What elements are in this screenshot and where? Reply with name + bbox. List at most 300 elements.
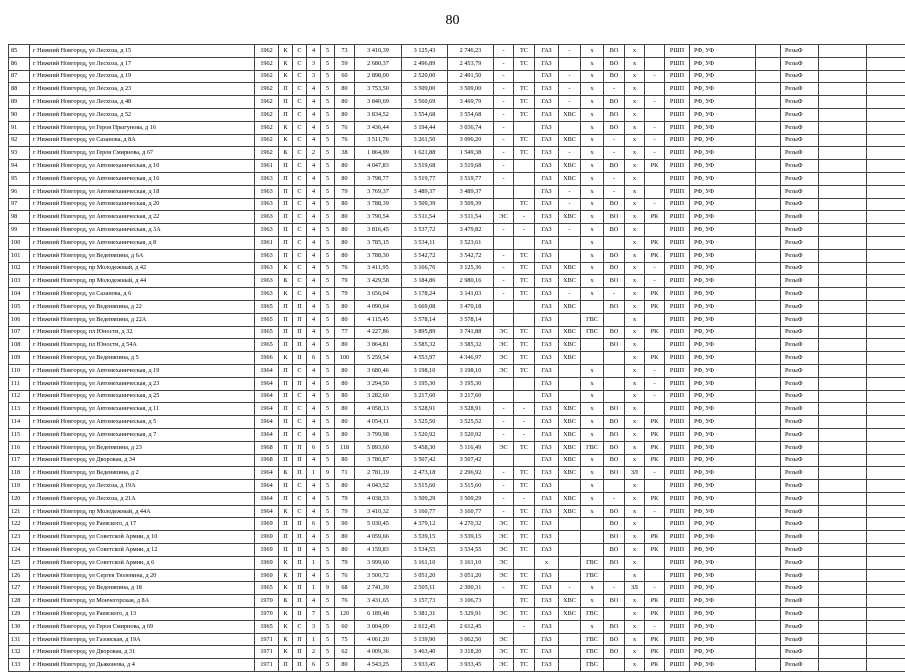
table-cell: 3 489,37 — [448, 185, 494, 198]
table-cell: 2 612,45 — [448, 620, 494, 633]
table-cell: х — [625, 569, 645, 582]
table-cell — [756, 300, 781, 313]
empty-cell — [819, 416, 867, 429]
table-cell: 76 — [335, 134, 355, 147]
table-cell: 3 798,77 — [355, 172, 402, 185]
table-cell: г Нижний Новгород, ул Дворовая, д 31 — [30, 646, 255, 659]
table-cell: - — [645, 505, 665, 518]
table-cell — [756, 377, 781, 390]
table-cell: 4 047,83 — [355, 160, 402, 173]
table-cell: РезыФ — [781, 45, 819, 58]
table-cell: 5 — [321, 275, 335, 288]
empty-cell — [819, 57, 867, 70]
table-cell: 3 198,10 — [402, 364, 448, 377]
empty-cell — [867, 556, 905, 569]
table-cell: ГАЗ — [535, 300, 559, 313]
table-cell: 1963 — [255, 262, 279, 275]
empty-cell — [867, 390, 905, 403]
table-cell: ГАЗ — [535, 108, 559, 121]
table-cell — [756, 326, 781, 339]
empty-cell — [819, 569, 867, 582]
table-cell: - — [494, 96, 514, 109]
table-cell: РШП — [665, 531, 690, 544]
table-cell: 76 — [335, 121, 355, 134]
empty-cell — [867, 646, 905, 659]
table-cell: 5 — [321, 390, 335, 403]
table-cell: РК — [645, 160, 665, 173]
table-cell: ГАЗ — [535, 518, 559, 531]
table-cell: РК — [645, 544, 665, 557]
table-cell: х — [581, 262, 604, 275]
table-cell: 80 — [335, 211, 355, 224]
table-cell: 4 543,25 — [355, 659, 402, 672]
table-cell: К — [279, 352, 293, 365]
table-cell: С — [293, 185, 307, 198]
table-cell: РезыФ — [781, 595, 819, 608]
table-cell: 3 542,72 — [402, 249, 448, 262]
table-row — [9, 45, 905, 58]
table-cell: ХВС — [559, 416, 581, 429]
table-cell: 3 411,95 — [355, 262, 402, 275]
table-cell: 3 519,77 — [402, 172, 448, 185]
table-cell: - — [645, 620, 665, 633]
table-cell: 2 781,19 — [355, 467, 402, 480]
table-cell: ТС — [514, 595, 535, 608]
empty-cell — [867, 582, 905, 595]
table-cell — [559, 531, 581, 544]
table-cell: - — [604, 83, 625, 96]
table-cell: г Нижний Новгород, ул Лесхоза, д 19 — [30, 70, 255, 83]
table-cell: - — [645, 275, 665, 288]
table-cell: 3 469,79 — [448, 96, 494, 109]
table-cell: 4 — [307, 300, 321, 313]
table-cell: г Нижний Новгород, ул Веденяпина, д 22А — [30, 313, 255, 326]
table-cell: - — [494, 428, 514, 441]
table-cell: - — [494, 288, 514, 301]
table-cell: 4 090,64 — [355, 300, 402, 313]
table-cell: 80 — [335, 454, 355, 467]
table-cell: 1970 — [255, 595, 279, 608]
table-cell: ГАЗ — [535, 403, 559, 416]
table-cell: - — [645, 262, 665, 275]
table-cell: 3 198,10 — [448, 364, 494, 377]
table-cell: 3 157,73 — [402, 595, 448, 608]
table-cell — [645, 57, 665, 70]
table-cell: 80 — [335, 544, 355, 557]
empty-cell — [867, 659, 905, 672]
table-cell: П — [293, 377, 307, 390]
table-cell: 5 — [321, 518, 335, 531]
table-cell — [756, 556, 781, 569]
table-cell: 4 115,45 — [355, 313, 402, 326]
table-cell: РезыФ — [781, 70, 819, 83]
table-cell: 79 — [335, 556, 355, 569]
table-cell: - — [645, 364, 665, 377]
table-cell: РФ, УФ — [690, 492, 756, 505]
table-cell: РШП — [665, 518, 690, 531]
empty-cell — [867, 45, 905, 58]
table-cell: х — [625, 147, 645, 160]
table-cell: ТС — [514, 45, 535, 58]
table-cell: 80 — [335, 428, 355, 441]
table-cell: РезыФ — [781, 57, 819, 70]
table-cell: РФ, УФ — [690, 339, 756, 352]
table-cell: 118 — [335, 441, 355, 454]
table-cell: 80 — [335, 224, 355, 237]
table-cell: ГАЗ — [535, 620, 559, 633]
table-cell: 80 — [335, 390, 355, 403]
table-cell: ХВС — [559, 172, 581, 185]
table-cell: г Нижний Новгород, ул Автомеханическая, д 19 — [30, 364, 255, 377]
table-cell: 1963 — [255, 275, 279, 288]
table-cell: РК — [645, 236, 665, 249]
table-cell: 5 — [321, 70, 335, 83]
table-cell: г Нижний Новгород, пр Молодежный, д 44А — [30, 505, 255, 518]
table-cell: х — [625, 326, 645, 339]
table-cell: 3 933,45 — [448, 659, 494, 672]
table-cell — [604, 377, 625, 390]
table-cell: 3 511,54 — [448, 211, 494, 224]
table-cell: РШП — [665, 454, 690, 467]
table-cell: 6 — [307, 659, 321, 672]
empty-cell — [867, 57, 905, 70]
table-cell: РФ, УФ — [690, 531, 756, 544]
table-cell: 80 — [335, 531, 355, 544]
table-cell: РК — [645, 288, 665, 301]
table-cell: ГАЗ — [535, 595, 559, 608]
table-cell — [581, 544, 604, 557]
table-cell: 3 — [307, 70, 321, 83]
table-cell: 1969 — [255, 556, 279, 569]
table-cell: ЭС — [494, 659, 514, 672]
empty-cell — [819, 544, 867, 557]
table-cell: П — [279, 198, 293, 211]
table-cell: 77 — [335, 326, 355, 339]
table-cell: 3 509,29 — [402, 492, 448, 505]
table-cell: С — [293, 416, 307, 429]
table-cell: РезыФ — [781, 492, 819, 505]
table-cell: ТС — [514, 582, 535, 595]
empty-cell — [867, 172, 905, 185]
table-cell — [645, 185, 665, 198]
table-cell: РШП — [665, 96, 690, 109]
table-cell: ВО — [604, 326, 625, 339]
table-row — [9, 646, 905, 659]
table-cell: ГАЗ — [535, 492, 559, 505]
table-cell: РФ, УФ — [690, 313, 756, 326]
table-cell: г Нижний Новгород, ул Героя Смирнова, д 67 — [30, 147, 255, 160]
table-cell: ГАЗ — [535, 288, 559, 301]
table-cell: 3 507,42 — [448, 454, 494, 467]
table-cell: 3 669,08 — [402, 300, 448, 313]
table-cell: 109 — [9, 352, 30, 365]
table-cell: РезыФ — [781, 83, 819, 96]
table-cell: 2 453,79 — [448, 57, 494, 70]
table-cell: С — [293, 83, 307, 96]
table-cell: ЗЛ — [625, 467, 645, 480]
table-cell: 118 — [9, 467, 30, 480]
table-cell: - — [645, 134, 665, 147]
table-cell: 4 — [307, 96, 321, 109]
table-cell: ТС — [514, 198, 535, 211]
table-cell: 5 — [321, 288, 335, 301]
table-cell: П — [279, 83, 293, 96]
table-cell: 1964 — [255, 428, 279, 441]
table-cell: 3 096,20 — [448, 134, 494, 147]
table-cell: 4 — [307, 83, 321, 96]
table-cell: - — [559, 582, 581, 595]
table-row — [9, 659, 905, 672]
table-cell: х — [535, 556, 559, 569]
table-cell: РК — [645, 492, 665, 505]
table-cell: РезыФ — [781, 390, 819, 403]
table-cell: ГВС — [581, 569, 604, 582]
table-cell: ГАЗ — [535, 428, 559, 441]
table-cell: 1964 — [255, 364, 279, 377]
table-row — [9, 134, 905, 147]
table-cell: - — [604, 492, 625, 505]
table-cell: 80 — [335, 313, 355, 326]
table-cell: 3 528,91 — [402, 403, 448, 416]
table-cell: ЭС — [494, 352, 514, 365]
table-cell: 1963 — [255, 211, 279, 224]
table-cell: ГАЗ — [535, 275, 559, 288]
table-cell: 6 — [307, 518, 321, 531]
table-cell: 5 — [321, 480, 335, 493]
empty-cell — [819, 70, 867, 83]
table-cell: - — [494, 224, 514, 237]
table-row — [9, 352, 905, 365]
table-cell: ГАЗ — [535, 480, 559, 493]
table-cell — [756, 211, 781, 224]
table-cell: ГАЗ — [535, 339, 559, 352]
table-cell: ГАЗ — [535, 83, 559, 96]
table-cell — [604, 364, 625, 377]
table-cell — [559, 646, 581, 659]
table-cell: 1 864,99 — [355, 147, 402, 160]
table-cell: 76 — [335, 262, 355, 275]
table-cell: РК — [645, 595, 665, 608]
table-cell: ГВС — [581, 556, 604, 569]
table-cell: ЭС — [494, 518, 514, 531]
table-cell: РезыФ — [781, 313, 819, 326]
table-cell: П — [279, 531, 293, 544]
empty-cell — [819, 224, 867, 237]
table-cell: РФ, УФ — [690, 377, 756, 390]
table-cell: РФ, УФ — [690, 121, 756, 134]
table-cell: П — [293, 544, 307, 557]
table-cell: 2 612,45 — [402, 620, 448, 633]
table-cell: РезыФ — [781, 352, 819, 365]
table-cell: РФ, УФ — [690, 275, 756, 288]
table-cell: ГАЗ — [535, 608, 559, 621]
table-cell: 1 621,88 — [402, 147, 448, 160]
table-cell: 3 509,00 — [448, 83, 494, 96]
table-cell — [756, 544, 781, 557]
table-cell: 3 184,86 — [402, 275, 448, 288]
table-cell: х — [581, 377, 604, 390]
table-cell: ГВС — [581, 608, 604, 621]
table-cell: 3 511,76 — [355, 134, 402, 147]
table-cell — [604, 236, 625, 249]
table-cell: 4 — [307, 211, 321, 224]
table-cell: - — [604, 147, 625, 160]
table-cell: 3 578,14 — [402, 313, 448, 326]
table-cell: П — [279, 108, 293, 121]
table-cell: 2 — [307, 646, 321, 659]
table-cell: 4 — [307, 134, 321, 147]
empty-cell — [819, 198, 867, 211]
table-cell: 1962 — [255, 70, 279, 83]
table-cell: 3 141,03 — [448, 288, 494, 301]
table-cell: х — [625, 160, 645, 173]
table-cell: 4 159,83 — [355, 544, 402, 557]
table-cell: П — [279, 403, 293, 416]
table-cell: 2 296,92 — [448, 467, 494, 480]
table-cell: х — [581, 467, 604, 480]
table-cell: х — [581, 160, 604, 173]
table-cell: 1 — [307, 582, 321, 595]
table-cell: 5 — [321, 428, 335, 441]
empty-cell — [867, 377, 905, 390]
table-cell: 95 — [9, 172, 30, 185]
table-cell: РК — [645, 608, 665, 621]
table-cell: 2 741,39 — [355, 582, 402, 595]
table-cell: х — [581, 70, 604, 83]
table-cell: 4 — [307, 262, 321, 275]
table-cell: ТС — [514, 352, 535, 365]
table-cell: ХВС — [559, 134, 581, 147]
table-cell: 3 525,52 — [448, 416, 494, 429]
table-cell: 1964 — [255, 492, 279, 505]
table-cell — [756, 403, 781, 416]
empty-cell — [867, 224, 905, 237]
table-cell: 3 528,91 — [448, 403, 494, 416]
table-cell: 1961 — [255, 236, 279, 249]
table-cell: 3 769,37 — [355, 185, 402, 198]
table-cell: 5 — [321, 441, 335, 454]
table-cell: 1964 — [255, 480, 279, 493]
table-cell: 110 — [9, 364, 30, 377]
table-cell: 3 554,68 — [448, 108, 494, 121]
table-cell: х — [581, 582, 604, 595]
table-cell: П — [279, 224, 293, 237]
table-cell: г Нижний Новгород, ул Автомеханическая, д 25 — [30, 390, 255, 403]
table-cell: РФ, УФ — [690, 544, 756, 557]
table-cell: 1968 — [255, 454, 279, 467]
table-cell: ГАЗ — [535, 416, 559, 429]
table-cell: 3 139,90 — [402, 633, 448, 646]
table-cell: 3 410,39 — [355, 45, 402, 58]
table-cell: РФ, УФ — [690, 147, 756, 160]
table-cell — [645, 569, 665, 582]
table-cell: 1962 — [255, 83, 279, 96]
table-cell: х — [625, 134, 645, 147]
table-cell: ВО — [604, 467, 625, 480]
table-cell: 3 578,14 — [448, 313, 494, 326]
table-cell: х — [625, 441, 645, 454]
empty-cell — [867, 428, 905, 441]
table-cell: х — [581, 236, 604, 249]
table-cell: х — [625, 313, 645, 326]
table-cell: 1 549,38 — [448, 147, 494, 160]
table-cell: г Нижний Новгород, ул Газовская, д 19А — [30, 633, 255, 646]
table-cell: 2 520,00 — [402, 70, 448, 83]
table-cell: ГАЗ — [535, 172, 559, 185]
table-cell: РФ, УФ — [690, 160, 756, 173]
table-cell: ХВС — [559, 505, 581, 518]
table-cell: П — [293, 300, 307, 313]
empty-cell — [867, 160, 905, 173]
table-cell: РФ, УФ — [690, 198, 756, 211]
table-cell: 5 — [321, 313, 335, 326]
table-cell: ГВС — [581, 441, 604, 454]
table-cell: х — [625, 518, 645, 531]
table-cell: ЭС — [494, 646, 514, 659]
table-cell — [756, 352, 781, 365]
table-cell: ГАЗ — [535, 467, 559, 480]
table-cell: 5 — [321, 505, 335, 518]
table-cell: 119 — [9, 480, 30, 493]
table-cell: С — [293, 198, 307, 211]
table-cell: - — [514, 224, 535, 237]
table-cell: ТС — [514, 505, 535, 518]
page-number: 80 — [0, 13, 905, 29]
table-cell: х — [581, 83, 604, 96]
table-cell: х — [581, 57, 604, 70]
table-cell: х — [581, 390, 604, 403]
table-cell: 4 — [307, 288, 321, 301]
table-cell: ГАЗ — [535, 70, 559, 83]
table-cell: РК — [645, 428, 665, 441]
table-cell: 3 539,15 — [448, 531, 494, 544]
table-cell: 4 — [307, 454, 321, 467]
empty-cell — [819, 249, 867, 262]
table-cell — [756, 57, 781, 70]
table-cell: РШП — [665, 236, 690, 249]
table-cell — [756, 518, 781, 531]
empty-cell — [867, 620, 905, 633]
table-cell: РезыФ — [781, 172, 819, 185]
table-row — [9, 198, 905, 211]
table-cell: К — [279, 620, 293, 633]
table-cell: х — [625, 633, 645, 646]
table-cell: 130 — [9, 620, 30, 633]
table-cell — [756, 441, 781, 454]
empty-cell — [819, 172, 867, 185]
table-cell — [756, 659, 781, 672]
table-cell — [604, 390, 625, 403]
table-cell: РШП — [665, 83, 690, 96]
table-cell: 5 — [321, 608, 335, 621]
table-cell: РШП — [665, 313, 690, 326]
table-cell: 1 — [307, 556, 321, 569]
table-cell: 4 — [307, 505, 321, 518]
table-cell: 5 — [321, 262, 335, 275]
table-cell: х — [581, 620, 604, 633]
table-cell: 92 — [9, 134, 30, 147]
table-cell: РезыФ — [781, 364, 819, 377]
table-cell: РФ, УФ — [690, 70, 756, 83]
table-cell: 2 — [307, 147, 321, 160]
table-cell: 1963 — [255, 249, 279, 262]
table-cell: 3 539,15 — [402, 531, 448, 544]
table-cell: г Нижний Новгород, ул Советской Армии, д 12 — [30, 544, 255, 557]
table-cell: С — [293, 172, 307, 185]
table-cell: ТС — [514, 57, 535, 70]
table-cell — [645, 480, 665, 493]
table-cell — [494, 454, 514, 467]
